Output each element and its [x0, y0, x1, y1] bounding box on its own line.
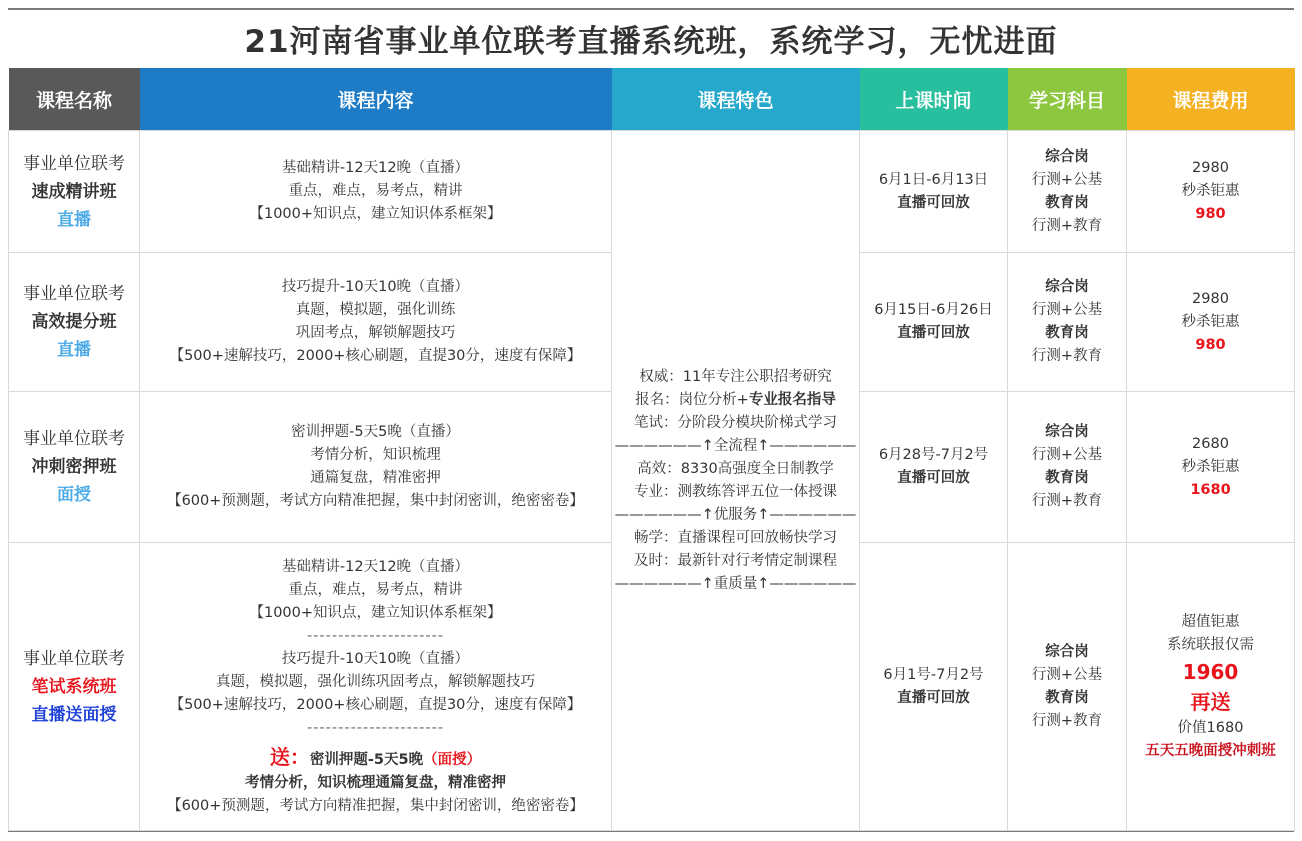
content-line: 巩固考点，解锁解题技巧 — [295, 325, 456, 341]
content-line: 重点，难点，易考点，精讲 — [288, 183, 463, 199]
replay-note: 直播可回放 — [897, 689, 970, 706]
time-range: 6月1号-7月2号 — [883, 666, 984, 683]
replay-note: 直播可回放 — [897, 194, 970, 211]
feature-divider: ——————↑重质量↑—————— — [614, 575, 857, 592]
course-content-cell — [140, 543, 612, 831]
bonus-course: 五天五晚面授冲刺班 — [1145, 742, 1276, 759]
feature-divider: ——————↑全流程↑—————— — [614, 437, 857, 454]
content-divider: ---------------------- — [306, 719, 445, 736]
course-table-panel — [8, 8, 1294, 832]
subjects-cell — [1008, 392, 1127, 543]
course-name-line: 事业单位联考 — [23, 648, 125, 669]
bonus-label: 再送 — [1190, 689, 1231, 714]
feature-text: 报名：岗位分析+ — [635, 391, 749, 408]
promo-label: 秒杀钜惠 — [1181, 313, 1240, 330]
time-range: 6月15日-6月26日 — [874, 302, 993, 318]
header-class-time: 上课时间 — [860, 68, 1008, 131]
replay-note: 直播可回放 — [897, 325, 970, 341]
header-course-content: 课程内容 — [140, 68, 612, 131]
course-name-title: 速成精讲班 — [31, 181, 117, 202]
class-time-cell — [860, 392, 1008, 543]
course-name-cell — [9, 131, 140, 253]
table-row — [9, 131, 1295, 253]
subjects-cell — [1008, 253, 1127, 392]
class-time-cell — [860, 131, 1008, 253]
content-line: 技巧提升-10天10晚（直播） — [281, 279, 470, 295]
gift-course: 密训押题-5天5晚 — [309, 751, 424, 768]
gift-line — [140, 746, 611, 772]
course-name-title: 笔试系统班 — [31, 676, 117, 697]
table-header-row — [9, 68, 1295, 131]
feature-line: 高效：8330高强度全日制教学 — [637, 460, 834, 477]
content-line: 真题，模拟题，强化训练巩固考点，解锁解题技巧 — [216, 673, 535, 690]
time-range: 6月1日-6月13日 — [878, 171, 989, 188]
course-name-line: 事业单位联考 — [23, 284, 125, 304]
promo-label: 系统联报仅需 — [1167, 636, 1254, 653]
course-fee-cell — [1127, 131, 1295, 253]
page-title: 21河南省事业单位联考直播系统班，系统学习，无忧进面 — [244, 24, 1058, 60]
subject-post: 教育岗 — [1045, 689, 1089, 706]
subject-post: 综合岗 — [1045, 424, 1089, 440]
subject-post: 综合岗 — [1045, 279, 1089, 295]
content-line: 【500+速解技巧，2000+核心刷题，直提30分，速度有保障】 — [169, 696, 582, 713]
header-subjects: 学习科目 — [1008, 68, 1127, 131]
bonus-value: 价值1680 — [1177, 719, 1244, 736]
course-fee-cell — [1127, 253, 1295, 392]
content-line: 【1000+知识点，建立知识体系框架】 — [249, 206, 502, 222]
sale-price: 980 — [1195, 336, 1226, 353]
content-line: 真题，模拟题，强化训练 — [295, 302, 456, 318]
header-course-fee: 课程费用 — [1127, 68, 1295, 131]
course-name-cell — [9, 543, 140, 831]
content-line: 【600+预测题，考试方向精准把握，集中封闭密训，绝密密卷】 — [167, 493, 584, 509]
feature-divider: ——————↑优服务↑—————— — [614, 506, 857, 523]
subject-post: 教育岗 — [1045, 470, 1089, 486]
original-price: 2680 — [1192, 435, 1229, 452]
time-range: 6月28号-7月2号 — [878, 447, 989, 463]
feature-line: 笔试：分阶段分模块阶梯式学习 — [634, 414, 837, 431]
content-line: 通篇复盘，精准密押 — [310, 470, 441, 486]
course-name-line: 事业单位联考 — [23, 153, 125, 174]
content-line: 密训押题-5天5晚（直播） — [291, 424, 460, 440]
course-fee-cell — [1127, 392, 1295, 543]
subject-list: 行测+公基 — [1031, 302, 1103, 318]
header-course-name: 课程名称 — [9, 68, 140, 131]
course-name-cell — [9, 392, 140, 543]
course-mode: 直播 — [57, 340, 91, 360]
subject-list: 行测+教育 — [1031, 348, 1103, 364]
class-time-cell — [860, 253, 1008, 392]
content-line: 基础精讲-12天12晚（直播） — [281, 160, 470, 176]
course-features-cell — [612, 131, 860, 831]
subject-post: 综合岗 — [1045, 148, 1089, 165]
subjects-cell — [1008, 543, 1127, 831]
class-time-cell — [860, 543, 1008, 831]
sale-price: 980 — [1195, 206, 1226, 222]
subject-list: 行测+教育 — [1031, 493, 1103, 509]
course-name-title: 冲刺密押班 — [31, 457, 117, 477]
course-content-cell — [140, 253, 612, 392]
header-course-features: 课程特色 — [612, 68, 860, 131]
gift-detail: 考情分析，知识梳理通篇复盘，精准密押 — [245, 774, 506, 791]
course-name-title: 高效提分班 — [31, 312, 117, 332]
feature-line: 及时：最新针对行考情定制课程 — [634, 552, 837, 569]
content-line: 考情分析，知识梳理 — [310, 447, 441, 463]
replay-note: 直播可回放 — [897, 470, 970, 486]
subjects-cell — [1008, 131, 1127, 253]
course-mode: 直播 — [57, 209, 91, 230]
course-name-cell — [9, 253, 140, 392]
content-line: 基础精讲-12天12晚（直播） — [281, 558, 470, 575]
sale-price: 1960 — [1182, 659, 1239, 684]
content-line: 重点，难点，易考点，精讲 — [288, 581, 463, 598]
subject-post: 综合岗 — [1045, 643, 1089, 660]
course-name-line: 事业单位联考 — [23, 429, 125, 449]
feature-line: 专业：测教练答评五位一体授课 — [634, 483, 837, 500]
subject-list: 行测+教育 — [1031, 712, 1103, 729]
subject-post: 教育岗 — [1045, 325, 1089, 341]
content-line: 【1000+知识点，建立知识体系框架】 — [249, 604, 502, 621]
course-content-cell — [140, 131, 612, 253]
gift-detail: 【600+预测题，考试方向精准把握，集中封闭密训，绝密密卷】 — [167, 797, 584, 814]
subject-list: 行测+公基 — [1031, 447, 1103, 463]
promo-label: 秒杀钜惠 — [1181, 458, 1240, 475]
subject-list: 行测+公基 — [1031, 171, 1103, 188]
course-mode: 面授 — [57, 485, 91, 505]
subject-post: 教育岗 — [1045, 194, 1089, 211]
course-mode: 直播送面授 — [31, 704, 117, 725]
content-divider: ---------------------- — [306, 627, 445, 644]
course-content-cell — [140, 392, 612, 543]
content-line: 技巧提升-10天10晚（直播） — [281, 650, 470, 667]
feature-line: 畅学：直播课程可回放畅快学习 — [634, 529, 837, 546]
gift-label: 送： — [269, 744, 310, 769]
promo-label: 秒杀钜惠 — [1181, 183, 1240, 199]
original-price: 2980 — [1192, 160, 1229, 176]
content-line: 【500+速解技巧，2000+核心刷题，直提30分，速度有保障】 — [169, 348, 582, 364]
subject-list: 行测+公基 — [1031, 666, 1103, 683]
feature-line: 权威：11年专注公职招考研究 — [639, 368, 832, 385]
gift-mode: （面授） — [423, 751, 482, 768]
feature-highlight: 专业报名指导 — [748, 391, 836, 408]
promo-label: 超值钜惠 — [1181, 613, 1240, 630]
course-fee-cell — [1127, 543, 1295, 831]
subject-list: 行测+教育 — [1031, 217, 1103, 234]
sale-price: 1680 — [1190, 481, 1231, 498]
original-price: 2980 — [1192, 290, 1229, 307]
feature-line — [612, 389, 859, 412]
course-table — [8, 68, 1295, 831]
